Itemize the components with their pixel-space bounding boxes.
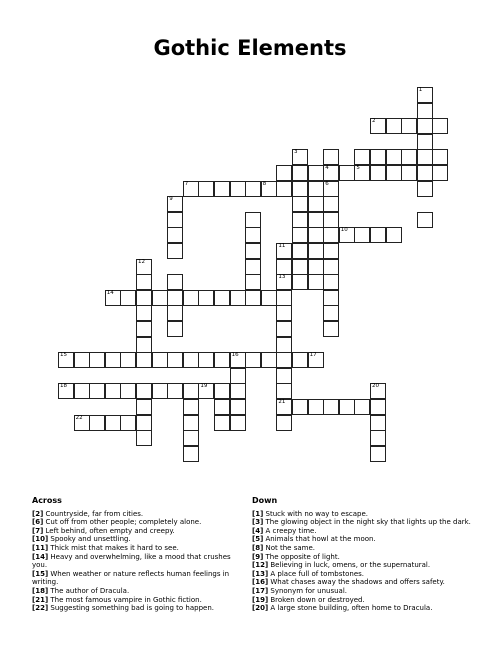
grid-cell[interactable] xyxy=(276,368,292,384)
grid-cell[interactable] xyxy=(167,196,183,212)
grid-cell[interactable] xyxy=(230,383,246,399)
grid-cell[interactable] xyxy=(308,352,324,368)
clue-number-label: [18] xyxy=(32,586,49,595)
grid-cell[interactable] xyxy=(245,212,261,228)
clue-text: The most famous vampire in Gothic fiction. xyxy=(50,595,202,604)
clue-text: The glowing object in the night sky that lights up the dark. xyxy=(265,518,471,527)
grid-cell[interactable] xyxy=(323,212,339,228)
clue-text: When weather or nature reflects human feelings in writing. xyxy=(32,569,230,587)
grid-cell[interactable] xyxy=(230,368,246,384)
grid-cell[interactable] xyxy=(323,227,339,243)
clue-number-label: [4] xyxy=(252,526,264,535)
grid-cell[interactable] xyxy=(276,243,292,259)
grid-cell[interactable] xyxy=(323,290,339,306)
grid-cell[interactable] xyxy=(354,149,370,165)
grid-cell[interactable] xyxy=(136,259,152,275)
grid-cell[interactable] xyxy=(323,181,339,197)
grid-cell[interactable] xyxy=(354,165,370,181)
clue-number-label: [6] xyxy=(32,518,44,527)
grid-cell[interactable] xyxy=(136,337,152,353)
page-title: Gothic Elements xyxy=(153,36,347,60)
grid-cell[interactable] xyxy=(417,212,433,228)
down-clues xyxy=(252,497,477,613)
clue-text: Stuck with no way to escape. xyxy=(265,509,368,518)
clue-number: 10 xyxy=(340,227,348,234)
grid-cell[interactable] xyxy=(323,259,339,275)
grid-cell[interactable] xyxy=(292,181,308,197)
grid-cell[interactable] xyxy=(230,415,246,431)
grid-cell[interactable] xyxy=(120,383,136,399)
clue-text: Countryside, far from cities. xyxy=(45,509,144,518)
grid-cell[interactable] xyxy=(339,227,355,243)
grid-cell[interactable] xyxy=(339,165,355,181)
clue-item xyxy=(252,578,477,587)
grid-cell[interactable] xyxy=(370,118,386,134)
grid-cell[interactable] xyxy=(214,399,230,415)
clue-text: Spooky and unsettling. xyxy=(50,535,131,544)
clue-number-label: [15] xyxy=(32,569,49,578)
grid-cell[interactable] xyxy=(370,430,386,446)
clue-item xyxy=(252,570,477,579)
grid-cell[interactable] xyxy=(167,352,183,368)
grid-cell[interactable] xyxy=(308,181,324,197)
grid-cell[interactable] xyxy=(136,305,152,321)
grid-cell[interactable] xyxy=(214,383,230,399)
clue-number-label: [11] xyxy=(32,543,49,552)
grid-cell[interactable] xyxy=(167,212,183,228)
clue-number: 13 xyxy=(278,274,286,281)
clue-item xyxy=(252,510,477,519)
clue-item xyxy=(32,604,237,613)
grid-cell[interactable] xyxy=(167,274,183,290)
grid-cell[interactable] xyxy=(323,321,339,337)
grid-cell[interactable] xyxy=(432,165,448,181)
grid-cell[interactable] xyxy=(276,415,292,431)
grid-cell[interactable] xyxy=(401,165,417,181)
grid-cell[interactable] xyxy=(417,134,433,150)
grid-cell[interactable] xyxy=(292,399,308,415)
grid-cell[interactable] xyxy=(245,181,261,197)
grid-cell[interactable] xyxy=(292,274,308,290)
grid-cell[interactable] xyxy=(105,383,121,399)
grid-cell[interactable] xyxy=(183,290,199,306)
grid-cell[interactable] xyxy=(276,274,292,290)
grid-cell[interactable] xyxy=(370,165,386,181)
grid-cell[interactable] xyxy=(245,274,261,290)
grid-cell[interactable] xyxy=(230,352,246,368)
grid-cell[interactable] xyxy=(167,383,183,399)
clue-item xyxy=(32,570,237,587)
clue-number: 14 xyxy=(106,289,114,296)
grid-cell[interactable] xyxy=(167,305,183,321)
grid-cell[interactable] xyxy=(386,227,402,243)
grid-cell[interactable] xyxy=(323,243,339,259)
clue-number-label: [10] xyxy=(32,535,49,544)
clue-number: 19 xyxy=(200,383,208,390)
grid-cell[interactable] xyxy=(136,352,152,368)
grid-cell[interactable] xyxy=(370,399,386,415)
grid-cell[interactable] xyxy=(214,181,230,197)
across-clues xyxy=(32,497,237,613)
grid-cell[interactable] xyxy=(230,181,246,197)
grid-cell[interactable] xyxy=(276,383,292,399)
clue-number: 7 xyxy=(184,180,189,187)
grid-cell[interactable] xyxy=(276,321,292,337)
grid-cell[interactable] xyxy=(292,212,308,228)
grid-cell[interactable] xyxy=(230,290,246,306)
clue-text: Suggesting something bad is going to happen. xyxy=(50,604,215,613)
clue-number: 1 xyxy=(418,87,423,93)
clue-number-label: [20] xyxy=(252,604,269,613)
clue-number-label: [19] xyxy=(252,595,269,604)
grid-cell[interactable] xyxy=(432,118,448,134)
grid-cell[interactable] xyxy=(292,196,308,212)
grid-cell[interactable] xyxy=(198,383,214,399)
grid-cell[interactable] xyxy=(276,290,292,306)
grid-cell[interactable] xyxy=(105,290,121,306)
grid-cell[interactable] xyxy=(292,165,308,181)
grid-cell[interactable] xyxy=(167,321,183,337)
grid-cell[interactable] xyxy=(136,274,152,290)
grid-cell[interactable] xyxy=(136,399,152,415)
grid-cell[interactable] xyxy=(167,227,183,243)
grid-cell[interactable] xyxy=(261,181,277,197)
grid-cell[interactable] xyxy=(308,212,324,228)
clue-text: Not the same. xyxy=(265,543,316,552)
grid-cell[interactable] xyxy=(276,305,292,321)
grid-cell[interactable] xyxy=(276,181,292,197)
grid-cell[interactable] xyxy=(401,149,417,165)
grid-cell[interactable] xyxy=(292,243,308,259)
grid-cell[interactable] xyxy=(417,118,433,134)
clue-number: 3 xyxy=(294,149,298,156)
grid-cell[interactable] xyxy=(245,290,261,306)
grid-cell[interactable] xyxy=(308,274,324,290)
clue-number: 4 xyxy=(325,165,329,171)
grid-cell[interactable] xyxy=(276,399,292,415)
grid-cell[interactable] xyxy=(198,352,214,368)
clue-item xyxy=(32,510,237,519)
grid-cell[interactable] xyxy=(58,352,74,368)
grid-cell[interactable] xyxy=(276,337,292,353)
grid-cell[interactable] xyxy=(136,383,152,399)
clue-item xyxy=(252,561,477,570)
grid-cell[interactable] xyxy=(292,259,308,275)
clue-number-label: [8] xyxy=(252,543,264,552)
grid-cell[interactable] xyxy=(276,165,292,181)
grid-cell[interactable] xyxy=(308,243,324,259)
clue-item xyxy=(252,587,477,596)
grid-cell[interactable] xyxy=(183,399,199,415)
grid-cell[interactable] xyxy=(276,352,292,368)
grid-cell[interactable] xyxy=(386,165,402,181)
clue-number: 22 xyxy=(75,414,83,421)
grid-cell[interactable] xyxy=(136,415,152,431)
grid-cell[interactable] xyxy=(370,227,386,243)
clue-text: A place full of tombstones. xyxy=(270,569,365,578)
grid-cell[interactable] xyxy=(89,415,105,431)
clue-number-label: [7] xyxy=(32,526,44,535)
grid-cell[interactable] xyxy=(417,103,433,119)
grid-cell[interactable] xyxy=(183,383,199,399)
grid-cell[interactable] xyxy=(401,118,417,134)
grid-cell[interactable] xyxy=(417,181,433,197)
grid-cell[interactable] xyxy=(308,399,324,415)
grid-cell[interactable] xyxy=(292,352,308,368)
clue-number-label: [1] xyxy=(252,509,264,518)
clue-text: Broken down or destroyed. xyxy=(270,595,365,604)
clue-number: 8 xyxy=(262,180,267,187)
clue-item xyxy=(32,587,237,596)
clue-item xyxy=(252,518,477,527)
clue-text: Cut off from other people; completely alone. xyxy=(45,518,202,527)
clue-item xyxy=(32,544,237,553)
clue-number-label: [9] xyxy=(252,552,264,561)
grid-cell[interactable] xyxy=(245,243,261,259)
grid-cell[interactable] xyxy=(214,415,230,431)
clue-number: 9 xyxy=(169,196,173,203)
clue-number-label: [3] xyxy=(252,518,264,527)
across-heading: Across xyxy=(32,496,62,505)
grid-cell[interactable] xyxy=(354,399,370,415)
grid-cell[interactable] xyxy=(152,352,168,368)
grid-cell[interactable] xyxy=(58,383,74,399)
clue-item xyxy=(252,535,477,544)
grid-cell[interactable] xyxy=(370,149,386,165)
clue-number-label: [13] xyxy=(252,569,269,578)
clue-number-label: [2] xyxy=(32,509,44,518)
clue-number: 16 xyxy=(231,352,239,359)
grid-cell[interactable] xyxy=(120,415,136,431)
grid-cell[interactable] xyxy=(152,383,168,399)
clue-item xyxy=(252,604,477,613)
grid-cell[interactable] xyxy=(89,352,105,368)
clue-number: 5 xyxy=(356,165,360,171)
grid-cell[interactable] xyxy=(183,415,199,431)
clue-number: 18 xyxy=(60,383,67,390)
grid-cell[interactable] xyxy=(323,149,339,165)
clue-item xyxy=(32,553,237,570)
grid-cell[interactable] xyxy=(120,290,136,306)
grid-cell[interactable] xyxy=(261,290,277,306)
grid-cell[interactable] xyxy=(214,352,230,368)
grid-cell[interactable] xyxy=(167,290,183,306)
grid-cell[interactable] xyxy=(89,383,105,399)
grid-cell[interactable] xyxy=(261,352,277,368)
grid-cell[interactable] xyxy=(323,196,339,212)
grid-cell[interactable] xyxy=(183,446,199,462)
grid-cell[interactable] xyxy=(308,227,324,243)
down-heading: Down xyxy=(252,496,278,505)
clue-number-label: [14] xyxy=(32,552,49,561)
clue-text: What chases away the shadows and offers safety. xyxy=(270,578,445,587)
clue-text: The opposite of light. xyxy=(265,552,340,561)
grid-cell[interactable] xyxy=(214,290,230,306)
grid-cell[interactable] xyxy=(370,415,386,431)
grid-cell[interactable] xyxy=(323,399,339,415)
grid-cell[interactable] xyxy=(136,430,152,446)
clue-number: 17 xyxy=(309,352,317,359)
clue-item xyxy=(32,527,237,536)
grid-cell[interactable] xyxy=(167,243,183,259)
grid-cell[interactable] xyxy=(417,149,433,165)
grid-cell[interactable] xyxy=(370,383,386,399)
clue-number-label: [16] xyxy=(252,578,269,587)
grid-cell[interactable] xyxy=(245,259,261,275)
clue-text: A creepy time. xyxy=(265,526,317,535)
across-clue-list xyxy=(32,510,237,613)
clue-number: 21 xyxy=(278,399,286,405)
clue-text: Left behind, often empty and creepy. xyxy=(45,526,175,535)
clue-item xyxy=(252,544,477,553)
clue-number-label: [12] xyxy=(252,561,269,570)
grid-cell[interactable] xyxy=(386,118,402,134)
grid-cell[interactable] xyxy=(292,149,308,165)
clue-item xyxy=(32,535,237,544)
grid-cell[interactable] xyxy=(370,446,386,462)
grid-cell[interactable] xyxy=(105,352,121,368)
grid-cell[interactable] xyxy=(386,149,402,165)
clue-item xyxy=(252,553,477,562)
clue-text: Heavy and overwhelming, like a mood that crushes you. xyxy=(32,552,231,570)
grid-cell[interactable] xyxy=(198,181,214,197)
clue-number: 11 xyxy=(278,243,286,249)
grid-cell[interactable] xyxy=(308,196,324,212)
clue-number: 15 xyxy=(60,352,67,359)
grid-cell[interactable] xyxy=(136,321,152,337)
clue-number: 20 xyxy=(372,383,379,390)
clue-number: 6 xyxy=(325,180,329,187)
grid-cell[interactable] xyxy=(230,399,246,415)
clue-text: Believing in luck, omens, or the supernatural. xyxy=(270,561,431,570)
clue-text: The author of Dracula. xyxy=(50,586,130,595)
grid-cell[interactable] xyxy=(308,259,324,275)
grid-cell[interactable] xyxy=(339,399,355,415)
grid-cell[interactable] xyxy=(183,352,199,368)
clue-number: 2 xyxy=(372,118,376,125)
clue-number: 12 xyxy=(138,258,145,265)
clue-item xyxy=(252,527,477,536)
grid-cell[interactable] xyxy=(183,430,199,446)
clue-text: Animals that howl at the moon. xyxy=(265,535,376,544)
grid-cell[interactable] xyxy=(276,259,292,275)
grid-cell[interactable] xyxy=(245,352,261,368)
grid-cell[interactable] xyxy=(417,87,433,103)
grid-cell[interactable] xyxy=(432,149,448,165)
clue-item xyxy=(32,518,237,527)
clue-number-label: [22] xyxy=(32,604,49,613)
clue-number-label: [21] xyxy=(32,595,49,604)
grid-cell[interactable] xyxy=(74,383,90,399)
grid-cell[interactable] xyxy=(308,165,324,181)
grid-cell[interactable] xyxy=(323,274,339,290)
grid-cell[interactable] xyxy=(417,165,433,181)
clue-item xyxy=(32,596,237,605)
grid-cell[interactable] xyxy=(105,415,121,431)
grid-cell[interactable] xyxy=(152,290,168,306)
grid-cell[interactable] xyxy=(183,181,199,197)
down-clue-list xyxy=(252,510,477,613)
grid-cell[interactable] xyxy=(74,415,90,431)
grid-cell[interactable] xyxy=(354,227,370,243)
grid-cell[interactable] xyxy=(323,165,339,181)
grid-cell[interactable] xyxy=(74,352,90,368)
grid-cell[interactable] xyxy=(323,305,339,321)
grid-cell[interactable] xyxy=(198,290,214,306)
clue-item xyxy=(252,596,477,605)
grid-cell[interactable] xyxy=(292,227,308,243)
clue-number-label: [17] xyxy=(252,586,269,595)
clue-text: Synonym for unusual. xyxy=(270,586,348,595)
grid-cell[interactable] xyxy=(120,352,136,368)
clue-text: Thick mist that makes it hard to see. xyxy=(50,543,179,552)
clue-number-label: [5] xyxy=(252,535,264,544)
clue-text: A large stone building, often home to Dracula. xyxy=(270,604,433,613)
grid-cell[interactable] xyxy=(136,290,152,306)
grid-cell[interactable] xyxy=(245,227,261,243)
